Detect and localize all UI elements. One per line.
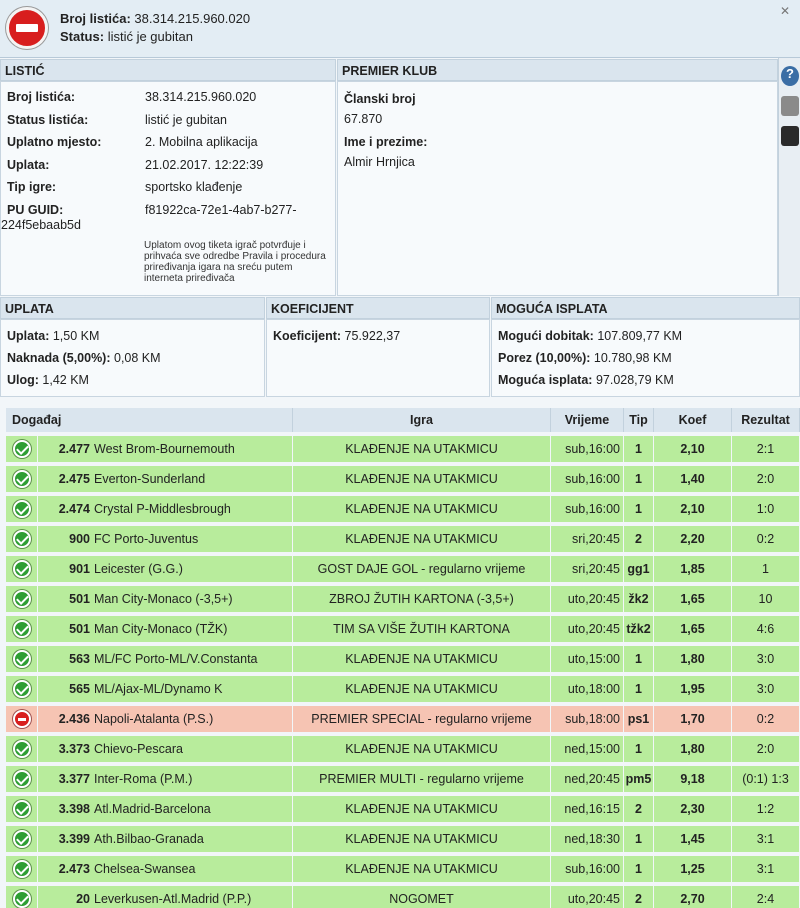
- event-cell: [38, 706, 293, 732]
- tip-cell: 1: [624, 736, 654, 762]
- event-cell: [38, 856, 293, 882]
- listic-panel: [0, 81, 336, 296]
- game-cell: KLAĐENJE NA UTAKMICU: [293, 826, 551, 852]
- uplata-value: 1,42 KM: [42, 373, 89, 387]
- koef-cell: 1,80: [654, 646, 732, 672]
- member-value: 67.870: [344, 112, 383, 126]
- koef-cell: 1,65: [654, 586, 732, 612]
- close-icon[interactable]: ✕: [779, 4, 790, 18]
- event-cell: [38, 676, 293, 702]
- game-cell: KLAĐENJE NA UTAKMICU: [293, 676, 551, 702]
- table-row[interactable]: [6, 496, 800, 522]
- time-cell: ned,15:00: [551, 736, 624, 762]
- listic-row-value: sportsko klađenje: [145, 180, 243, 194]
- result-cell: 2:4: [732, 886, 800, 908]
- listic-row-label: Uplata:: [7, 157, 50, 172]
- event-cell: [38, 616, 293, 642]
- col-header-koef[interactable]: Koef: [654, 408, 732, 432]
- game-cell: ZBROJ ŽUTIH KARTONA (-3,5+): [293, 586, 551, 612]
- isplata-value: 10.780,98 KM: [593, 351, 672, 365]
- listic-title: LISTIĆ: [0, 59, 336, 81]
- result-cell: 2:0: [732, 736, 800, 762]
- listic-row-value: listić je gubitan: [145, 112, 227, 127]
- event-name: Leicester (G.G.): [94, 562, 183, 576]
- event-number: 3.373: [58, 742, 90, 756]
- event-name: Man City-Monaco (TŽK): [94, 622, 228, 636]
- tip-cell: pm5: [624, 766, 654, 792]
- table-row[interactable]: [6, 466, 800, 492]
- time-cell: ned,18:30: [551, 826, 624, 852]
- koef-cell: 2,30: [654, 796, 732, 822]
- event-name: Atl.Madrid-Barcelona: [94, 802, 211, 816]
- status-cell: [6, 706, 38, 732]
- uplata-label: Ulog:: [7, 373, 39, 387]
- result-cell: 10: [732, 586, 800, 612]
- uplata-value: 0,08 KM: [114, 351, 161, 365]
- event-number: 2.475: [58, 472, 90, 486]
- event-number: 900: [69, 532, 90, 546]
- isplata-label: Porez (10,00%):: [498, 351, 591, 365]
- print-icon[interactable]: [781, 96, 799, 116]
- time-cell: sri,20:45: [551, 526, 624, 552]
- event-name: Man City-Monaco (-3,5+): [94, 592, 233, 606]
- status-cell: [6, 496, 38, 522]
- event-number: 3.398: [58, 802, 90, 816]
- check-icon: [13, 560, 31, 578]
- check-icon: [13, 590, 31, 608]
- event-number: 2.477: [58, 442, 90, 456]
- event-name: Crystal P-Middlesbrough: [94, 502, 231, 516]
- game-cell: KLAĐENJE NA UTAKMICU: [293, 856, 551, 882]
- tip-cell: ps1: [624, 706, 654, 732]
- uplata-label: Uplata:: [7, 329, 50, 343]
- time-cell: uto,20:45: [551, 586, 624, 612]
- header-ticket-label: Broj listića:: [60, 11, 131, 26]
- premier-panel: [337, 81, 778, 296]
- isplata-panel: [491, 319, 800, 397]
- event-number: 565: [69, 682, 90, 696]
- game-cell: KLAĐENJE NA UTAKMICU: [293, 526, 551, 552]
- event-name: Leverkusen-Atl.Madrid (P.P.): [94, 892, 252, 906]
- status-cell: [6, 856, 38, 882]
- event-name: Napoli-Atalanta (P.S.): [94, 712, 214, 726]
- event-number: 3.377: [58, 772, 90, 786]
- result-cell: 0:2: [732, 526, 800, 552]
- tip-cell: 1: [624, 826, 654, 852]
- event-name: Chelsea-Swansea: [94, 862, 196, 876]
- event-name: FC Porto-Juventus: [94, 532, 199, 546]
- koef-cell: 2,10: [654, 496, 732, 522]
- listic-row-value: 21.02.2017. 12:22:39: [145, 157, 264, 172]
- game-cell: PREMIER MULTI - regularno vrijeme: [293, 766, 551, 792]
- isplata-label: Moguća isplata:: [498, 373, 593, 387]
- event-name: Ath.Bilbao-Granada: [94, 832, 204, 846]
- col-header-event[interactable]: Događaj: [6, 408, 293, 432]
- listic-row-label: Tip igre:: [7, 180, 57, 194]
- table-row[interactable]: [6, 586, 800, 612]
- check-icon: [13, 530, 31, 548]
- koef-cell: 1,95: [654, 676, 732, 702]
- isplata-label: Mogući dobitak:: [498, 329, 594, 343]
- event-number: 563: [69, 652, 90, 666]
- time-cell: sub,16:00: [551, 466, 624, 492]
- time-cell: uto,20:45: [551, 886, 624, 908]
- tip-cell: 2: [624, 796, 654, 822]
- uplata-label: Naknada (5,00%):: [7, 351, 111, 365]
- check-icon: [13, 770, 31, 788]
- table-row[interactable]: [6, 796, 800, 822]
- time-cell: uto,20:45: [551, 616, 624, 642]
- event-cell: [38, 526, 293, 552]
- koef-cell: 9,18: [654, 766, 732, 792]
- game-cell: KLAĐENJE NA UTAKMICU: [293, 796, 551, 822]
- isplata-row: [498, 373, 674, 387]
- uplata-title: UPLATA: [0, 297, 265, 319]
- event-name: ML/Ajax-ML/Dynamo K: [94, 682, 223, 696]
- event-number: 501: [69, 592, 90, 606]
- table-row[interactable]: [6, 526, 800, 552]
- col-header-tip[interactable]: Tip: [624, 408, 654, 432]
- col-header-game[interactable]: Igra: [293, 408, 551, 432]
- check-icon: [13, 860, 31, 878]
- tip-cell: tžk2: [624, 616, 654, 642]
- koef-panel: [266, 319, 490, 397]
- event-name: West Brom-Bournemouth: [94, 442, 235, 456]
- check-icon: [13, 650, 31, 668]
- time-cell: ned,16:15: [551, 796, 624, 822]
- listic-row-value: 38.314.215.960.020: [145, 90, 257, 104]
- tip-cell: 1: [624, 646, 654, 672]
- table-row[interactable]: [6, 736, 800, 762]
- status-cell: [6, 766, 38, 792]
- koef-label: Koeficijent:: [273, 329, 342, 343]
- game-cell: NOGOMET: [293, 886, 551, 908]
- result-cell: (0:1) 1:3: [732, 766, 800, 792]
- result-cell: 3:1: [732, 826, 800, 852]
- result-cell: 1:2: [732, 796, 800, 822]
- listic-row-label: Uplatno mjesto:: [7, 135, 102, 149]
- event-cell: [38, 496, 293, 522]
- event-number: 501: [69, 622, 90, 636]
- tip-cell: 2: [624, 526, 654, 552]
- stop-icon: [6, 7, 48, 49]
- koef-cell: 1,70: [654, 706, 732, 732]
- event-cell: [38, 556, 293, 582]
- koef-row: [273, 329, 400, 343]
- premier-title: PREMIER KLUB: [337, 59, 778, 81]
- isplata-value: 107.809,77 KM: [597, 329, 683, 343]
- guid-tail: 224f5ebaab5d: [1, 218, 81, 232]
- time-cell: sub,16:00: [551, 856, 624, 882]
- status-cell: [6, 886, 38, 908]
- events-table: [6, 404, 800, 908]
- listic-note: Uplatom ovog tiketa igrač potvrđuje i prihvaća sve odredbe Pravila i procedura priređivanja igara na sreću putem interneta priređivača: [144, 240, 326, 284]
- status-cell: [6, 646, 38, 672]
- uplata-row: [7, 329, 99, 343]
- table-row[interactable]: [6, 616, 800, 642]
- table-row[interactable]: [6, 706, 800, 732]
- status-cell: [6, 436, 38, 462]
- result-cell: 3:0: [732, 676, 800, 702]
- lost-icon: [13, 710, 31, 728]
- koef-value: 75.922,37: [344, 329, 401, 343]
- status-cell: [6, 616, 38, 642]
- event-number: 20: [76, 892, 90, 906]
- table-row[interactable]: [6, 556, 800, 582]
- game-cell: KLAĐENJE NA UTAKMICU: [293, 646, 551, 672]
- time-cell: sri,20:45: [551, 556, 624, 582]
- game-cell: GOST DAJE GOL - regularno vrijeme: [293, 556, 551, 582]
- listic-row-value: f81922ca-72e1-4ab7-b277-: [145, 202, 297, 217]
- time-cell: uto,15:00: [551, 646, 624, 672]
- check-icon: [13, 500, 31, 518]
- status-cell: [6, 676, 38, 702]
- event-number: 2.436: [58, 712, 90, 726]
- event-name: ML/FC Porto-ML/V.Constanta: [94, 652, 258, 666]
- tip-cell: 1: [624, 496, 654, 522]
- result-cell: 2:1: [732, 436, 800, 462]
- koef-cell: 1,80: [654, 736, 732, 762]
- status-cell: [6, 796, 38, 822]
- header-status-value: listić je gubitan: [107, 29, 193, 44]
- check-icon: [13, 620, 31, 638]
- uplata-value: 1,50 KM: [52, 329, 100, 343]
- result-cell: 2:0: [732, 466, 800, 492]
- tip-cell: 2: [624, 886, 654, 908]
- koef-title: KOEFICIJENT: [266, 297, 490, 319]
- result-cell: 1:0: [732, 496, 800, 522]
- event-cell: [38, 766, 293, 792]
- listic-row-label: Status listića:: [7, 112, 89, 127]
- game-cell: KLAĐENJE NA UTAKMICU: [293, 736, 551, 762]
- game-cell: KLAĐENJE NA UTAKMICU: [293, 436, 551, 462]
- table-row[interactable]: [6, 646, 800, 672]
- event-number: 901: [69, 562, 90, 576]
- uplata-panel: [0, 319, 265, 397]
- uplata-row: [7, 351, 161, 365]
- result-cell: 3:1: [732, 856, 800, 882]
- event-cell: [38, 646, 293, 672]
- result-cell: 0:2: [732, 706, 800, 732]
- table-row[interactable]: [6, 676, 800, 702]
- table-row[interactable]: [6, 886, 800, 908]
- header-status-label: Status:: [60, 29, 105, 44]
- koef-cell: 1,45: [654, 826, 732, 852]
- check-icon: [13, 440, 31, 458]
- help-icon[interactable]: ?: [781, 66, 799, 86]
- side-toolbar: [778, 58, 800, 296]
- col-header-result[interactable]: Rezultat: [732, 408, 800, 432]
- koef-cell: 1,65: [654, 616, 732, 642]
- status-cell: [6, 526, 38, 552]
- status-cell: [6, 826, 38, 852]
- koef-cell: 1,25: [654, 856, 732, 882]
- event-cell: [38, 886, 293, 908]
- status-cell: [6, 466, 38, 492]
- game-cell: TIM SA VIŠE ŽUTIH KARTONA: [293, 616, 551, 642]
- tip-cell: 1: [624, 436, 654, 462]
- result-cell: 3:0: [732, 646, 800, 672]
- event-cell: [38, 466, 293, 492]
- col-header-time[interactable]: Vrijeme: [551, 408, 624, 432]
- header-ticket-line: [60, 11, 250, 26]
- listic-row-value: 2. Mobilna aplikacija: [145, 135, 258, 149]
- event-number: 3.399: [58, 832, 90, 846]
- koef-cell: 2,70: [654, 886, 732, 908]
- koef-cell: 2,10: [654, 436, 732, 462]
- name-value: Almir Hrnjica: [344, 155, 415, 169]
- tip-cell: 1: [624, 676, 654, 702]
- game-cell: KLAĐENJE NA UTAKMICU: [293, 466, 551, 492]
- koef-cell: 1,85: [654, 556, 732, 582]
- header-status-line: [60, 29, 193, 44]
- isplata-row: [498, 351, 672, 365]
- event-name: Chievo-Pescara: [94, 742, 183, 756]
- header-ticket-value: 38.314.215.960.020: [134, 11, 251, 26]
- check-icon: [13, 800, 31, 818]
- isplata-title: MOGUĆA ISPLATA: [491, 297, 800, 319]
- event-cell: [38, 586, 293, 612]
- table-row[interactable]: [6, 826, 800, 852]
- event-cell: [38, 736, 293, 762]
- table-row[interactable]: [6, 766, 800, 792]
- result-cell: 1: [732, 556, 800, 582]
- status-cell: [6, 556, 38, 582]
- check-icon: [13, 680, 31, 698]
- event-cell: [38, 796, 293, 822]
- check-icon: [13, 830, 31, 848]
- time-cell: sub,18:00: [551, 706, 624, 732]
- event-name: Inter-Roma (P.M.): [94, 772, 193, 786]
- uplata-row: [7, 373, 89, 387]
- game-cell: KLAĐENJE NA UTAKMICU: [293, 496, 551, 522]
- check-icon: [13, 470, 31, 488]
- ticket-header: [0, 0, 800, 58]
- table-row[interactable]: [6, 436, 800, 462]
- event-cell: [38, 826, 293, 852]
- koef-cell: 1,40: [654, 466, 732, 492]
- event-name: Everton-Sunderland: [94, 472, 206, 486]
- listic-row-label: Broj listića:: [7, 90, 76, 104]
- event-number: 2.473: [58, 862, 90, 876]
- isplata-row: [498, 329, 682, 343]
- tip-cell: 1: [624, 466, 654, 492]
- isplata-value: 97.028,79 KM: [595, 373, 674, 387]
- table-row[interactable]: [6, 856, 800, 882]
- time-cell: uto,18:00: [551, 676, 624, 702]
- koef-cell: 2,20: [654, 526, 732, 552]
- tip-cell: gg1: [624, 556, 654, 582]
- name-label: Ime i prezime:: [344, 135, 428, 149]
- check-icon: [13, 740, 31, 758]
- status-cell: [6, 586, 38, 612]
- time-cell: sub,16:00: [551, 436, 624, 462]
- member-label: Članski broj: [344, 92, 416, 106]
- time-cell: sub,16:00: [551, 496, 624, 522]
- listic-row-label: PU GUID:: [7, 202, 64, 217]
- check-icon: [13, 890, 31, 908]
- event-cell: [38, 436, 293, 462]
- share-icon[interactable]: [781, 126, 799, 146]
- event-number: 2.474: [58, 502, 90, 516]
- game-cell: PREMIER SPECIAL - regularno vrijeme: [293, 706, 551, 732]
- status-cell: [6, 736, 38, 762]
- result-cell: 4:6: [732, 616, 800, 642]
- tip-cell: žk2: [624, 586, 654, 612]
- time-cell: ned,20:45: [551, 766, 624, 792]
- tip-cell: 1: [624, 856, 654, 882]
- table-header-row: [6, 408, 800, 432]
